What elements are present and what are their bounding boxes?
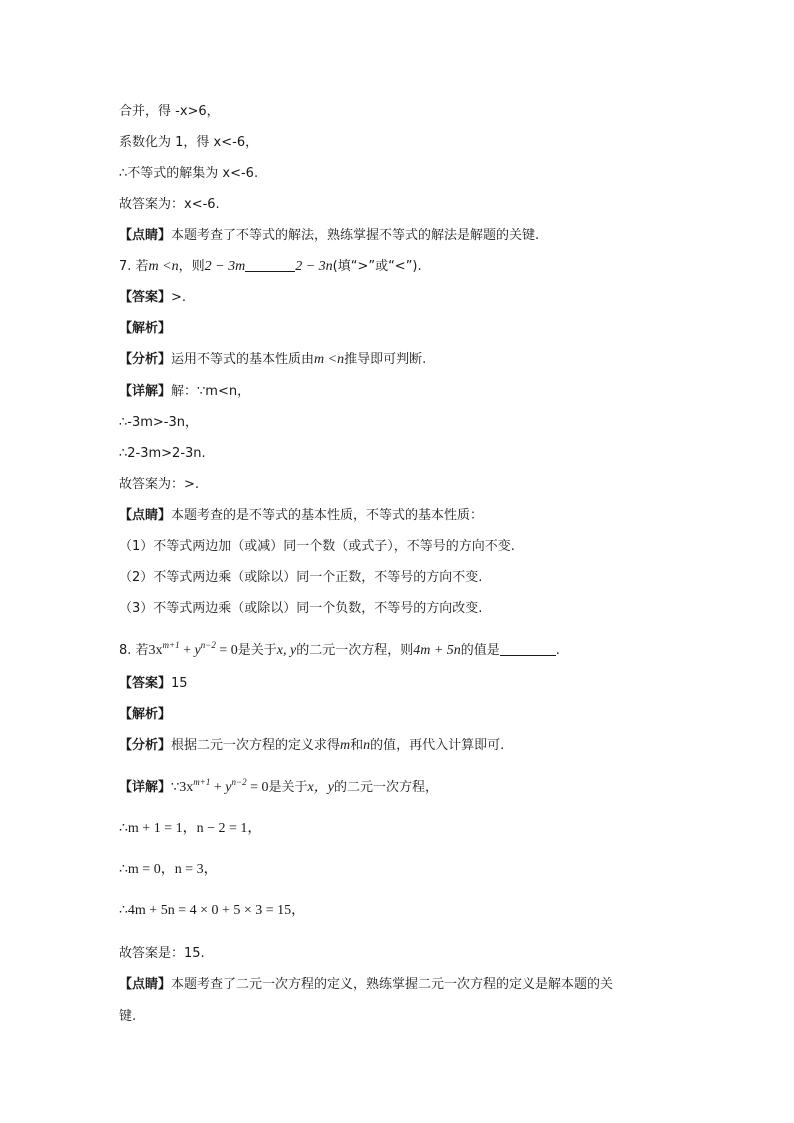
step-7-2: ∴2-3m>2-3n. (119, 446, 206, 461)
step-8-2: ∴m = 0，n = 3， (119, 862, 218, 877)
step-7-3: 故答案为：>. (119, 477, 200, 492)
answer-7: 【答案】>. (119, 290, 187, 305)
step-8-4: 故答案是：15. (119, 946, 205, 961)
answer-blank-8 (500, 642, 556, 656)
step-8-1: ∴m + 1 = 1，n − 2 = 1， (119, 821, 262, 836)
comment-8-continued: 键. (119, 1009, 137, 1024)
line-coefficient: 系数化为 1，得 x<-6， (119, 135, 259, 150)
detail-8: 【详解】$\because 3x^{m+1} + y^{n-2} = 0$是关于x，y的二元一次方程， (119, 777, 438, 795)
question-8: 8. 若$3x^{m+1} + y^{n-2} = 0$是关于x, y的二元一次方程，则4m + 5n的值是 . (119, 640, 560, 658)
analysis-8: 【分析】根据二元一次方程的定义求得m和n的值，再代入计算即可. (119, 738, 505, 753)
line-answer-6: 故答案为：x<-6. (119, 197, 220, 212)
line-combine: 合并，得 -x>6， (119, 104, 220, 119)
line-solution-set: ∴不等式的解集为 x<-6. (119, 166, 259, 181)
comment-6: 【点睛】本题考查了不等式的解法，熟练掌握不等式的解法是解题的关键. (119, 228, 540, 243)
step-7-1: ∴-3m>-3n， (119, 415, 198, 430)
question-7: 7. 若m <n，则2 − 3m 2 − 3n(填“>”或“<”). (119, 259, 422, 274)
detail-7: 【详解】解：∵m<n， (119, 384, 251, 399)
answer-blank-7 (245, 258, 295, 272)
property-3: （3）不等式两边乘（或除以）同一个负数，不等号的方向改变. (119, 601, 483, 616)
analysis-7: 【分析】运用不等式的基本性质由m <n推导即可判断. (119, 352, 427, 367)
step-8-3: ∴4m + 5n = 4 × 0 + 5 × 3 = 15， (119, 903, 306, 918)
answer-8: 【答案】15 (119, 676, 188, 691)
comment-7: 【点睛】本题考查的是不等式的基本性质，不等式的基本性质： (119, 508, 484, 523)
property-1: （1）不等式两边加（或减）同一个数（或式子），不等号的方向不变. (119, 539, 515, 554)
comment-8: 【点睛】本题考查了二元一次方程的定义，熟练掌握二元一次方程的定义是解本题的关 (119, 977, 614, 992)
analysis-heading-7: 【解析】 (119, 321, 172, 336)
analysis-heading-8: 【解析】 (119, 707, 172, 722)
property-2: （2）不等式两边乘（或除以）同一个正数，不等号的方向不变. (119, 570, 483, 585)
